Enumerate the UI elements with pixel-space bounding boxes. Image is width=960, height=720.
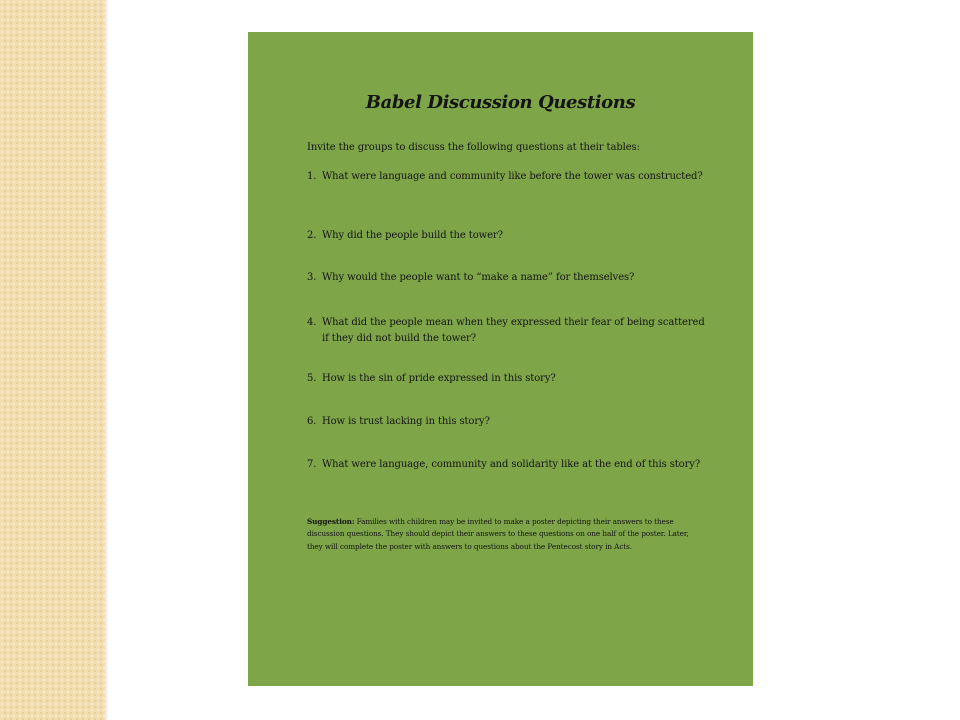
suggestion-paragraph — [307, 516, 702, 553]
question-number: 4. — [307, 317, 317, 328]
document-title: Babel Discussion Questions — [365, 92, 636, 113]
question-item — [307, 228, 707, 244]
suggestion-text: Families with children may be invited to make a poster depicting their answers to these discussion questions. They should depict their answers to these questions on one half of the poster. Later, they will complete the poster with answers to questions about the Pentecost story in Acts. — [307, 517, 689, 551]
question-number: 3. — [307, 272, 317, 283]
question-text: What were language and community like before the tower was constructed? — [322, 171, 703, 182]
question-item — [307, 457, 707, 473]
question-number: 2. — [307, 230, 317, 241]
suggestion-label: Suggestion: — [307, 517, 355, 526]
question-item — [307, 371, 707, 387]
question-text: Why did the people build the tower? — [322, 230, 503, 241]
side-band-shadow — [105, 0, 109, 720]
question-number: 6. — [307, 416, 317, 427]
question-item — [307, 169, 707, 185]
question-item — [307, 414, 707, 430]
document-page — [248, 32, 753, 686]
question-text: How is the sin of pride expressed in this story? — [322, 373, 556, 384]
question-text: Why would the people want to “make a name” for themselves? — [322, 272, 635, 283]
question-text: What did the people mean when they expressed their fear of being scattered if they did not build the tower? — [322, 317, 705, 344]
question-number: 7. — [307, 459, 317, 470]
decorative-side-band — [0, 0, 105, 720]
question-item — [307, 270, 707, 286]
question-number: 1. — [307, 171, 317, 182]
question-text: How is trust lacking in this story? — [322, 416, 490, 427]
question-number: 5. — [307, 373, 317, 384]
question-item — [307, 315, 707, 347]
intro-text: Invite the groups to discuss the following questions at their tables: — [307, 142, 640, 153]
question-text: What were language, community and solidarity like at the end of this story? — [322, 459, 701, 470]
